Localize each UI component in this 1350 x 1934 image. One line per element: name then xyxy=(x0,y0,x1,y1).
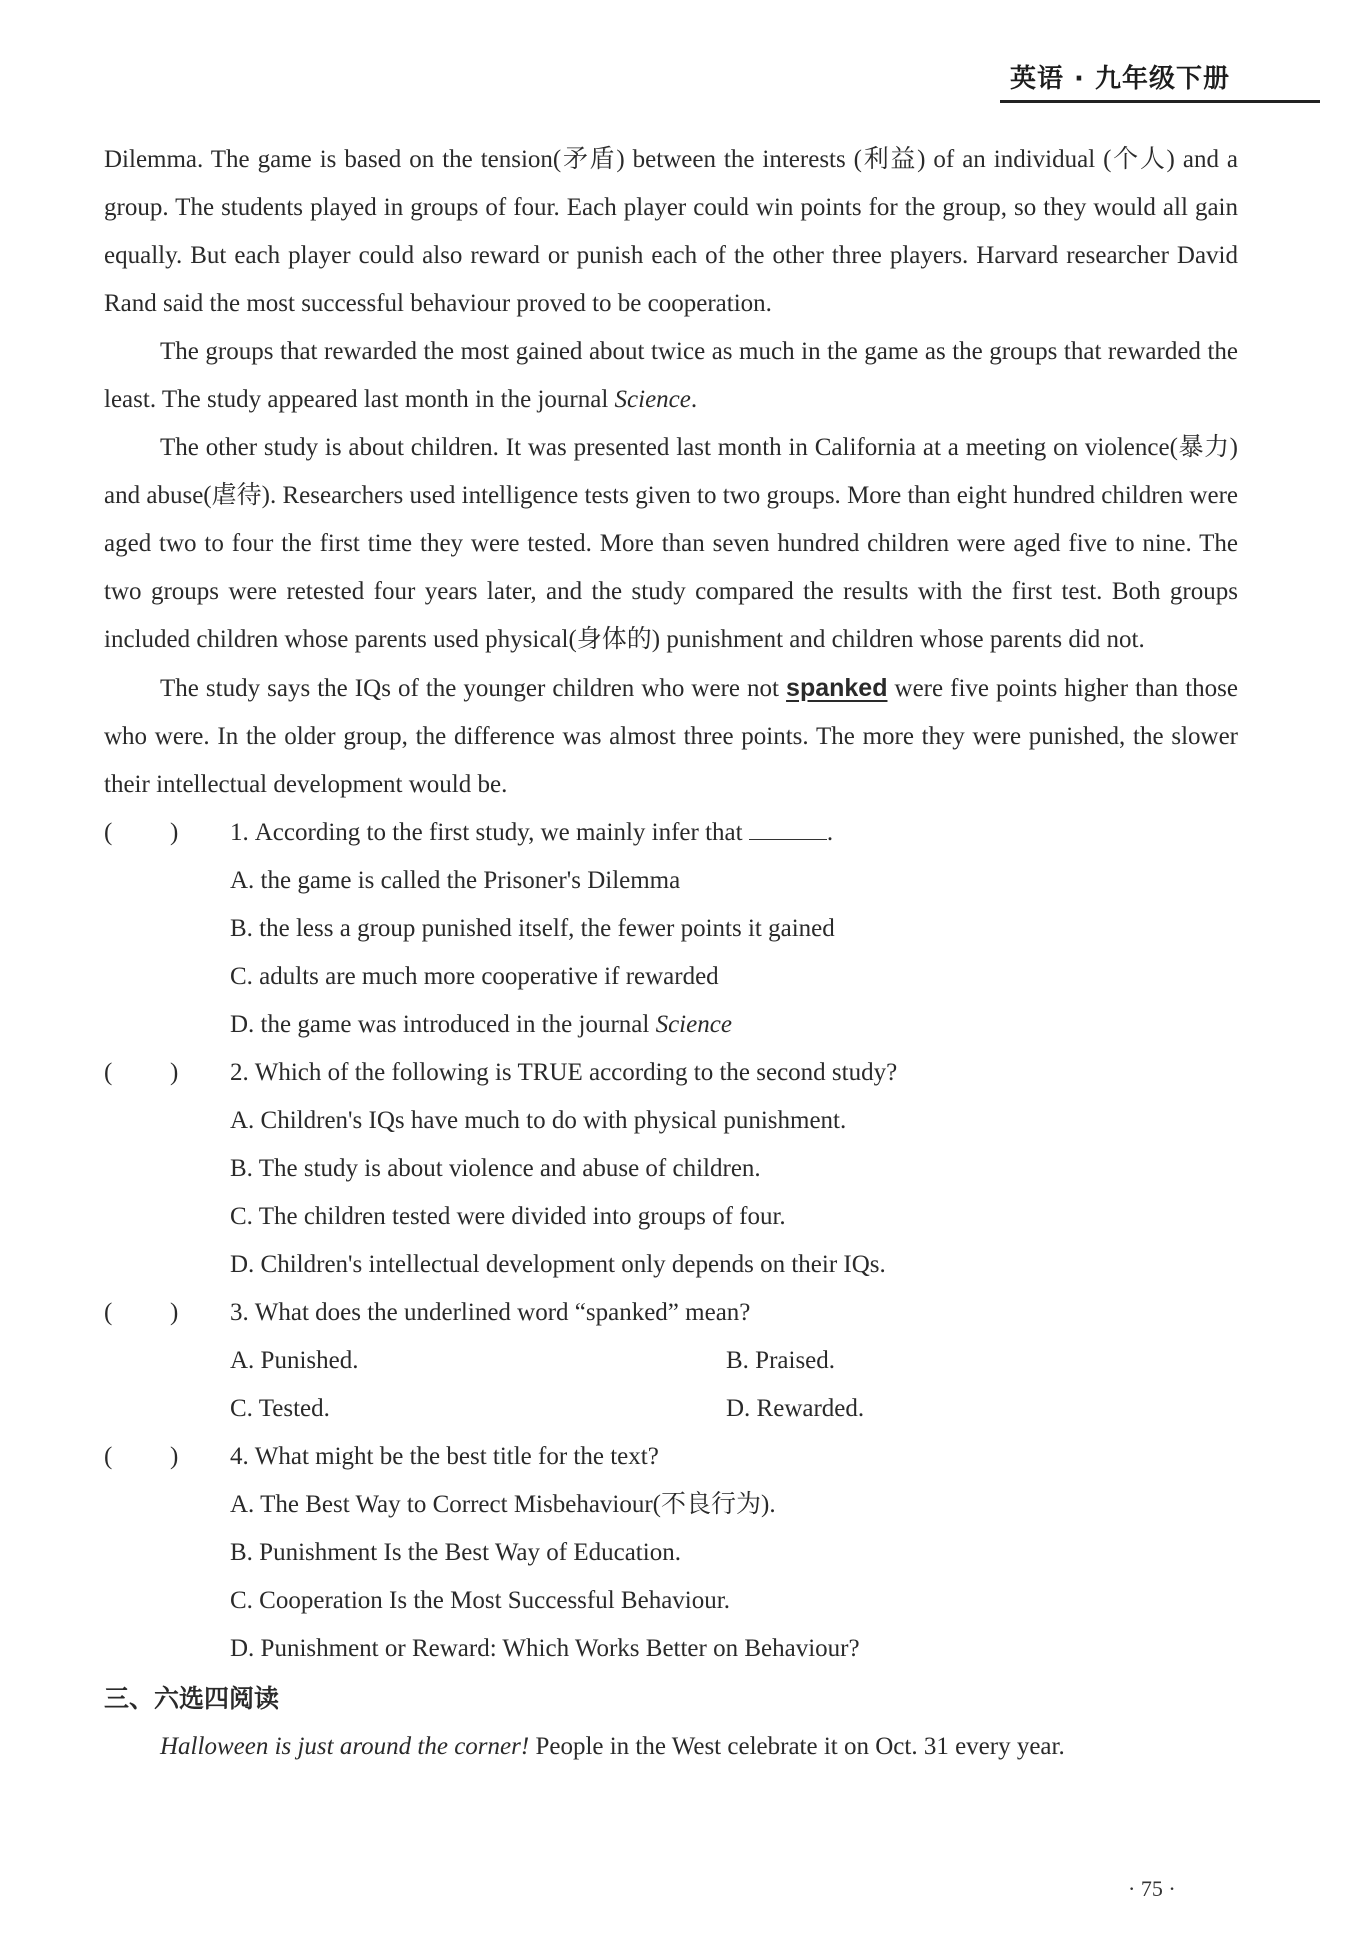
question-number: 1. xyxy=(230,819,249,846)
page-content xyxy=(104,136,1238,1771)
question-1-stem xyxy=(104,809,1238,857)
journal-name: Science xyxy=(655,1011,732,1038)
question-number: 2. xyxy=(230,1059,249,1086)
paragraph-text: The study says the IQs of the younger children who were not xyxy=(160,675,787,702)
page-number: · 75 · xyxy=(1128,1876,1176,1901)
paragraph-text: The other study is about children. It was presented last month in California at a meeting on violence(暴力) and abuse(虐待). Researchers used intelligence tests given to two groups. More than eight hundred children were aged two to four the first time they were tested. More than seven hundred children were aged five to nine. The two groups were retested four years later, and the study compared the results with the first test. Both groups included children whose parents used physical(身体的) punishment and children whose parents did not. xyxy=(104,434,1238,653)
answer-blank[interactable] xyxy=(749,811,827,840)
question-4-option-a[interactable]: A. The Best Way to Correct Misbehaviour(不良行为). xyxy=(230,1491,776,1518)
question-3-stem xyxy=(104,1289,1238,1337)
question-3-option-d[interactable]: D. Rewarded. xyxy=(726,1395,865,1422)
question-4-stem xyxy=(104,1433,1238,1481)
question-2-option-a[interactable]: A. Children's IQs have much to do with physical punishment. xyxy=(230,1107,847,1134)
question-1-option-a[interactable]: A. the game is called the Prisoner's Dilemma xyxy=(230,867,681,894)
answer-bracket[interactable]: ( ) xyxy=(104,1299,179,1326)
question-2-option-d[interactable]: D. Children's intellectual development only depends on their IQs. xyxy=(230,1251,886,1278)
intro-text: People in the West celebrate it on Oct. 31 every year. xyxy=(529,1733,1065,1760)
underlined-word: spanked xyxy=(786,674,888,702)
passage-paragraph-1 xyxy=(104,136,1238,328)
question-2-option-c[interactable]: C. The children tested were divided into groups of four. xyxy=(230,1203,786,1230)
journal-name: Science xyxy=(614,386,691,413)
header-rule xyxy=(1000,100,1320,103)
question-text: What does the underlined word “spanked” mean? xyxy=(254,1299,751,1326)
passage-paragraph-2 xyxy=(104,328,1238,424)
section-3-title: 三、六选四阅读 xyxy=(104,1684,280,1713)
question-3-options-row-1 xyxy=(104,1337,1238,1385)
paragraph-text: . xyxy=(690,386,698,413)
paragraph-text: Dilemma. The game is based on the tension(矛盾) between the interests (利益) of an individual (个人) and a group. The students played in groups of four. Each player could win points for the group, so they would all gain equally. But each player could also reward or punish each of the other three players. Harvard researcher David Rand said the most successful behaviour proved to be cooperation. xyxy=(104,146,1238,317)
answer-bracket[interactable]: ( ) xyxy=(104,1059,179,1086)
paragraph-text: The groups that rewarded the most gained about twice as much in the game as the groups that rewarded the least. The study appeared last month in the journal xyxy=(104,338,1238,413)
passage-paragraph-3 xyxy=(104,424,1238,664)
question-3-option-a[interactable]: A. Punished. xyxy=(230,1347,359,1374)
question-end-punct: . xyxy=(826,819,834,846)
question-4-option-b[interactable]: B. Punishment Is the Best Way of Education. xyxy=(230,1539,681,1566)
question-3-options-row-2 xyxy=(104,1385,1238,1433)
question-4-option-d[interactable]: D. Punishment or Reward: Which Works Better on Behaviour? xyxy=(230,1635,860,1662)
intro-italic-text: Halloween is just around the corner! xyxy=(160,1733,530,1760)
question-2-option-b[interactable]: B. The study is about violence and abuse of children. xyxy=(230,1155,761,1182)
question-2-stem xyxy=(104,1049,1238,1097)
question-text: Which of the following is TRUE according to the second study? xyxy=(254,1059,898,1086)
question-text: According to the first study, we mainly infer that xyxy=(254,819,743,846)
section-3-intro xyxy=(104,1723,1238,1771)
question-3-option-b[interactable]: B. Praised. xyxy=(726,1347,836,1374)
answer-bracket[interactable]: ( ) xyxy=(104,819,179,846)
question-1-option-d[interactable] xyxy=(104,1001,1238,1049)
question-number: 4. xyxy=(230,1443,249,1470)
option-text: D. the game was introduced in the journal xyxy=(230,1011,656,1038)
question-4-option-c[interactable]: C. Cooperation Is the Most Successful Behaviour. xyxy=(230,1587,730,1614)
passage-paragraph-4 xyxy=(104,664,1238,809)
page-header-title: 英语 · 九年级下册 xyxy=(1010,64,1230,94)
question-1-option-c[interactable]: C. adults are much more cooperative if rewarded xyxy=(230,963,719,990)
paragraph-text: were five points higher than those who were. In the older group, the difference was almost three points. The more they were punished, the slower their intellectual development would be. xyxy=(104,675,1238,798)
question-number: 3. xyxy=(230,1299,249,1326)
question-1-option-b[interactable]: B. the less a group punished itself, the fewer points it gained xyxy=(230,915,835,942)
question-3-option-c[interactable]: C. Tested. xyxy=(230,1395,330,1422)
question-text: What might be the best title for the text? xyxy=(254,1443,659,1470)
answer-bracket[interactable]: ( ) xyxy=(104,1443,179,1470)
